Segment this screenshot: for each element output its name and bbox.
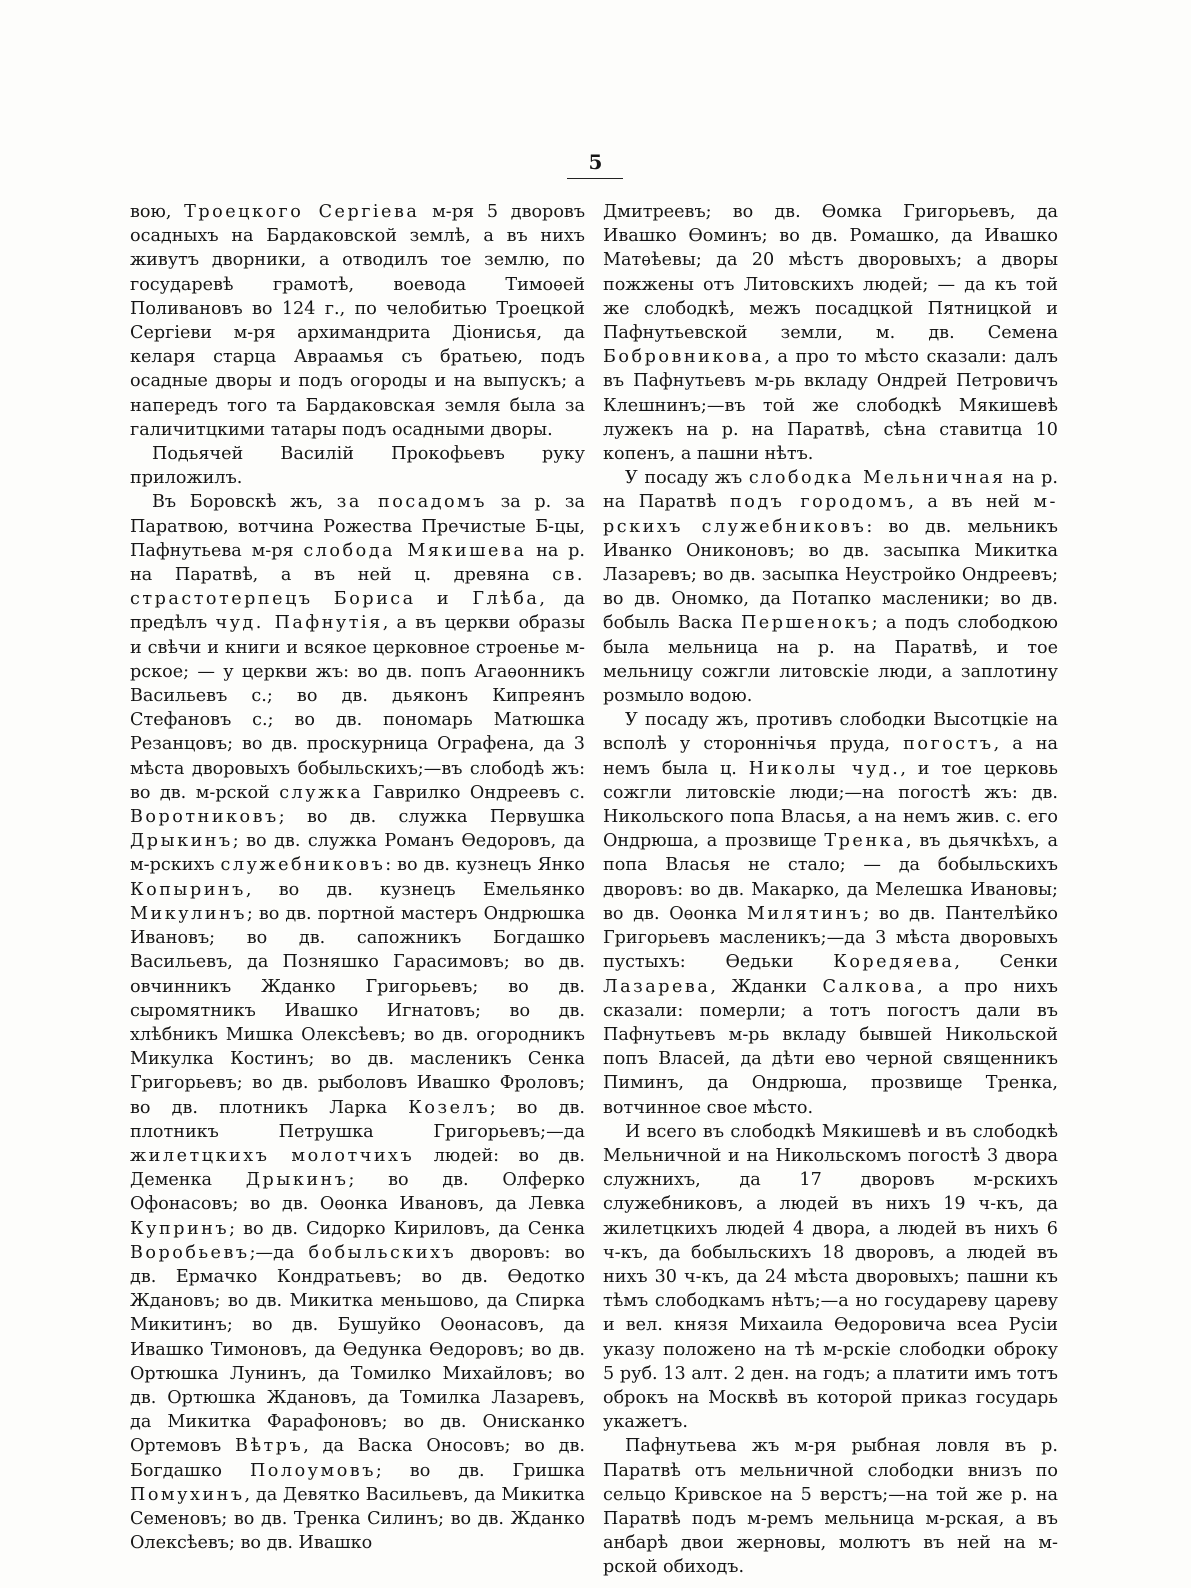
spaced-name-text: служебниковъ <box>220 855 386 876</box>
text-segment: , во дв. кузнецъ Емельянко <box>245 879 585 900</box>
spaced-name-text: Бобровникова <box>603 347 765 368</box>
spaced-name-text: Микулинъ <box>130 903 247 924</box>
paragraph <box>603 1434 1058 1579</box>
spaced-name-text: Купринъ <box>130 1218 230 1239</box>
text-segment: Гаврилко Ондреевъ с. <box>363 782 585 803</box>
text-segment: м-ря 5 дворовъ осадныхъ на Бардаковской землѣ, а въ нихъ живутъ дворники, а отводилъ тое землю, по государевѣ грамотѣ, воевода Тимоѳей Поливановъ во 124 г., по челобитью Троецкой Сергіеви м-ря архимандрита Діонисья, да келаря старца Авраамья съ братьею, подъ осадные дворы и подъ огороды и на выпускъ; а напередъ того та Бардаковская земля была за галичитцкими татары подъ осадными дворы. <box>130 202 586 440</box>
spaced-name-text: Дрыкинъ <box>245 1170 349 1191</box>
spaced-name-text: Коредяева <box>833 952 955 973</box>
text-segment: ; а подъ слободкою была мельница на р. на Паратвѣ, и тое мельницу сожгли литовскіе люди, а заплотину розмыло водою. <box>603 613 1058 707</box>
spaced-name-text: подъ городомъ <box>730 492 909 513</box>
spaced-name-text: погостъ <box>903 734 994 755</box>
text-segment: , а на немъ была ц. <box>603 734 1059 779</box>
text-segment: Въ Боровскѣ жъ, <box>152 492 337 513</box>
text-segment: Дмитреевъ; во дв. Ѳомка Григорьевъ, да Ивашко Ѳоминъ; во дв. Ромашко, да Ивашко Матѳѣевы; да 20 мѣстъ дворовыхъ; а дворы пожжены отъ Литовскихъ людей; — да къ той же слободкѣ, межъ посадцкой Пятницкой и Пафнутьевской земли, м. дв. Семена <box>603 202 1058 344</box>
text-segment: , да Васка Оносовъ; во дв. Богдашко <box>130 1436 585 1481</box>
spaced-name-text: Воротниковъ <box>130 807 279 828</box>
text-segment: , а въ ней <box>908 492 1034 513</box>
text-segment: , да предѣлъ <box>130 589 585 634</box>
text-segment: ; во дв. портной мастеръ Ондрюшка Ивановъ; во дв. сапожникъ Богдашко Васильевъ, да Позняшко Гарасимовъ; во дв. овчинникъ Жданко Григорьевъ; во дв. сыромятникъ Ивашко Игнатовъ; во дв. хлѣбникъ Мишка Олексѣевъ; во дв. огородникъ Микулка Костинъ; во дв. масленикъ Сенка Григорьевъ; во дв. рыболовъ Ивашко Фроловъ; во дв. плотникъ Ларка <box>130 903 585 1118</box>
text-segment: людей: во дв. Деменка <box>130 1145 586 1191</box>
text-segment: ; во дв. Гришка <box>375 1460 585 1481</box>
page-number: 5 <box>588 150 603 174</box>
text-segment: : во дв. мельникъ Иванко Ониконовъ; во дв. засыпка Микитка Лазаревъ; во дв. засыпка Неустройко Ондреевъ; во дв. Ономко, да Потапко масленики; во дв. бобыль Васка <box>603 516 1058 634</box>
spaced-name-text: Козелъ <box>408 1097 490 1118</box>
spaced-name-text: чуд. Пафнутія <box>215 613 383 634</box>
text-segment: , а про нихъ сказали: померли; а тотъ погостъ дали въ Пафнутьевъ м-рь вкладу бывшей Никольской попъ Власей, да дѣти ево черной священникъ Пиминъ, да Ондрюша, прозвище Тренка, вотчинное свое мѣсто. <box>603 976 1058 1118</box>
spaced-name-text: Лазарева <box>603 976 711 997</box>
spaced-name-text: Воробьевъ <box>130 1242 250 1263</box>
spaced-name-text: слобода Мякишева <box>303 540 527 561</box>
header-rule <box>567 178 623 179</box>
text-segment: , а въ церкви образы и свѣчи и книги и всякое церковное строенье м-рское; — у церкви жъ: во дв. попъ Агаѳонникъ Васильевъ с.; во дв. дьяконъ Кипреянъ Стефановъ с.; во дв. пономарь Матюшка Резанцовъ; во дв. проскурница Ографена, да 3 мѣста дворовыхъ бобыльскихъ;—въ слободѣ жъ: во дв. м-рской <box>130 613 585 803</box>
spaced-name-text: Полоумовъ <box>249 1460 376 1481</box>
spaced-name-text: служка <box>279 782 364 803</box>
spaced-name-text: бобыльскихъ <box>308 1242 457 1263</box>
text-segment: на р. на Паратвѣ <box>603 468 1058 513</box>
spaced-name-text: св. страстотерпецъ Бориса и Глѣба <box>130 565 585 610</box>
text-segment: ; во дв. Сидорко Кириловъ, да Сенка <box>229 1218 585 1239</box>
spaced-name-text: Помухинъ <box>130 1484 245 1505</box>
text-segment: : во дв. кузнецъ Янко <box>385 855 585 876</box>
text-segment: У посаду жъ <box>625 468 749 489</box>
spaced-name-text: Николы чуд. <box>748 758 901 779</box>
spaced-name-text: Дрыкинъ <box>130 831 233 852</box>
paragraph <box>130 200 585 442</box>
text-segment: ; во дв. Олферко Офонасовъ; во дв. Оѳонка Ивановъ, да Левка <box>130 1170 585 1215</box>
text-segment: , Сенки <box>954 952 1058 973</box>
text-segment: Пафнутьева жъ м-ря рыбная ловля въ р. Паратвѣ отъ мельничной слободки внизъ по сельцо Кривское на 5 верстъ;—на той же р. на Паратвѣ подъ м-ремъ мельница м-рская, а въ анбарѣ двои жерновы, молютъ въ ней на м-рской обиходъ. <box>603 1436 1058 1578</box>
text-segment: дворовъ: во дв. Ермачко Кондратьевъ; во дв. Ѳедотко Ждановъ; во дв. Микитка меньшово, да Спирка Микитинъ; во дв. Бушуйко Оѳонасовъ, да Ивашко Тимоновъ, да Ѳедунка Ѳедоровъ; во дв. Ортюшка Лунинъ, да Томилко Михайловъ; во дв. Ортюшка Ждановъ, да Томилка Лазаревъ, да Микитка Фарафоновъ; во дв. Онисканко Ортемовъ <box>130 1242 585 1457</box>
text-segment: ; во дв. служка Романъ Ѳедоровъ, да м-рскихъ <box>130 831 585 876</box>
text-segment: Подьячей Василій Прокофьевъ руку приложилъ. <box>130 444 585 489</box>
right-column <box>603 200 1058 1580</box>
text-segment: ; во дв. служка Первушка <box>278 807 585 828</box>
paragraph <box>603 200 1058 466</box>
paragraph <box>603 1120 1058 1435</box>
left-column <box>130 200 585 1555</box>
text-segment: ; во дв. Пантелѣйко Григорьевъ масленикъ;—да 3 мѣста дворовыхъ пустыхъ: Ѳедьки <box>603 903 1058 973</box>
text-segment: У посаду жъ, противъ слободки Высотцкіе на всполѣ у стороннічья пруда, <box>603 710 1058 755</box>
text-segment: на р. на Паратвѣ, а въ ней ц. древяна <box>130 540 585 586</box>
text-segment: , въ дьячкѣхъ, а попа Власья не стало; — да бобыльскихъ дворовъ: во дв. Макарко, да Мелешка Ивановы; во дв. Оѳонка <box>603 831 1058 924</box>
text-segment: И всего въ слободкѣ Мякишевѣ и въ слободкѣ Мельничной и на Никольскомъ погостѣ 3 двора служнихъ, да 17 дворовъ м-рскихъ служебниковъ, а людей въ нихъ 19 ч-къ, да жилетцкихъ людей 4 двора, а людей въ нихъ 6 ч-къ, да бобыльскихъ 18 дворовъ, а людей въ нихъ 30 ч-къ, да 24 мѣста дворовыхъ; пашни къ тѣмъ слободкамъ нѣтъ;—а но государеву цареву и вел. князя Михаила Ѳедоровича всеа Русіи указу положено на тѣ м-рскіе слободки оброку 5 руб. 13 алт. 2 ден. на годъ; а платити имъ тотъ оброкъ на Москвѣ въ которой приказ государь укажетъ. <box>603 1121 1058 1433</box>
text-segment: ;—да <box>249 1242 309 1263</box>
spaced-name-text: Вѣтръ <box>235 1436 304 1457</box>
spaced-name-text: Милятинъ <box>746 903 864 924</box>
spaced-name-text: Копыринъ <box>130 879 246 900</box>
text-segment: за р. за Паратвою, вотчина Рожества Пречистые Б-цы, Пафнутьева м-ря <box>130 492 585 561</box>
spaced-name-text: жилетцкихъ молотчихъ <box>130 1145 415 1166</box>
text-segment: , Жданки <box>710 976 823 997</box>
spaced-name-text: Першенокъ <box>740 613 872 634</box>
spaced-name-text: слободка Мельничная <box>748 468 1006 489</box>
spaced-name-text: за посадомъ <box>336 492 487 513</box>
spaced-name-text: Тренка <box>824 831 907 852</box>
spaced-name-text: Салкова <box>822 976 918 997</box>
text-segment: ; во дв. плотникъ Петрушка Григорьевъ;—да <box>130 1097 585 1142</box>
text-segment: , и тое церковь сожгли литовскіе люди;—на погостѣ жъ: дв. Никольского попа Власья, а на немъ жив. с. его Ондрюша, а прозвище <box>603 758 1058 852</box>
paragraph <box>603 708 1058 1119</box>
paragraph <box>603 466 1058 708</box>
text-segment: , а про то мѣсто сказали: далъ въ Пафнутьевъ м-рь вкладу Ондрей Петровичъ Клешнинъ;—въ той же слободкѣ Мякишевѣ лужекъ на р. на Паратвѣ, сѣна ставитца 10 копенъ, а пашни нѣтъ. <box>603 347 1058 465</box>
text-segment: , да Девятко Васильевъ, да Микитка Семеновъ; во дв. Тренка Силинъ; во дв. Жданко Олексѣевъ; во дв. Ивашко <box>130 1484 585 1554</box>
text-segment: вою, <box>130 202 185 222</box>
spaced-name-text: Троецкого Сергіева <box>184 202 420 222</box>
spaced-name-text: м-рскихъ служебниковъ <box>603 492 1058 537</box>
paragraph <box>130 442 585 490</box>
paragraph <box>130 490 585 1555</box>
